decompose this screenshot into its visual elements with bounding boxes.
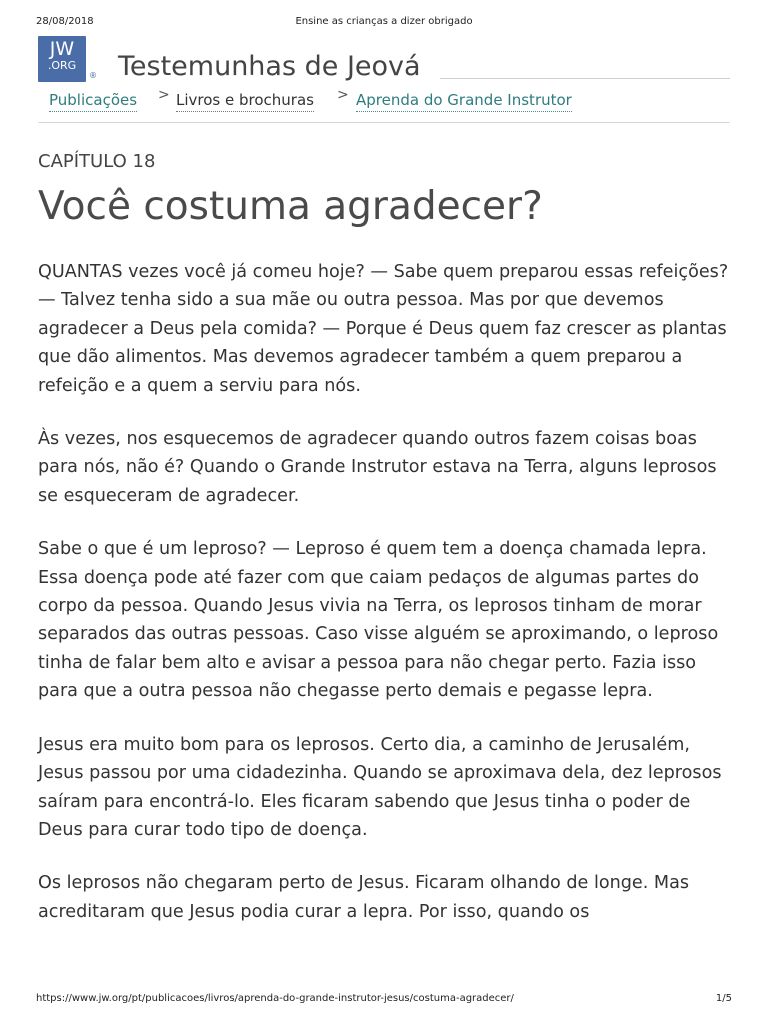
article-paragraph: Os leprosos não chegaram perto de Jesus. Ficaram olhando de longe. Mas acreditaram que Jesus podia curar a lepra. Por isso, quando os bbox=[38, 873, 690, 922]
breadcrumb-aprenda-do-grande-instrutor[interactable]: Aprenda do Grande Instrutor bbox=[356, 90, 572, 112]
site-name[interactable]: Testemunhas de Jeová bbox=[118, 51, 421, 82]
chapter-label: CAPÍTULO 18 bbox=[38, 151, 156, 172]
registered-mark: ® bbox=[89, 71, 97, 80]
breadcrumb-separator: > bbox=[337, 87, 349, 103]
page-number: 1/5 bbox=[715, 993, 732, 1004]
print-url: https://www.jw.org/pt/publicacoes/livros/aprenda-do-grande-instrutor-jesus/costuma-agradecer/ bbox=[36, 993, 514, 1004]
logo-line1: JW bbox=[49, 38, 75, 60]
article-paragraph: QUANTAS vezes você já comeu hoje? — Sabe quem preparou essas refeições? — Talvez tenha sido a sua mãe ou outra pessoa. Mas por que devemos agradecer a Deus pela comida? — Porque é Deus quem faz crescer as plantas que dão alimentos. Mas devemos agradecer também a quem preparou a refeição e a quem a serviu para nós. bbox=[38, 262, 729, 396]
article-paragraph: Jesus era muito bom para os leprosos. Certo dia, a caminho de Jerusalém, Jesus passou por uma cidadezinha. Quando se aproximava dela, dez leprosos saíram para encontrá-lo. Eles ficaram sabendo que Jesus tinha o poder de Deus para curar todo tipo de doença. bbox=[38, 734, 722, 840]
jw-org-logo[interactable] bbox=[38, 36, 86, 82]
print-doc-title: Ensine as crianças a dizer obrigado bbox=[295, 16, 473, 27]
logo-line2: .ORG bbox=[47, 59, 77, 72]
header-divider bbox=[440, 78, 730, 79]
page-title: Você costuma agradecer? bbox=[38, 184, 543, 229]
breadcrumb-publicacoes[interactable]: Publicações bbox=[49, 90, 137, 112]
breadcrumb-separator: > bbox=[158, 87, 170, 103]
breadcrumb-livros-e-brochuras[interactable]: Livros e brochuras bbox=[176, 90, 314, 112]
print-date: 28/08/2018 bbox=[36, 16, 94, 27]
print-header bbox=[36, 16, 732, 30]
article-paragraph: Sabe o que é um leproso? — Leproso é quem tem a doença chamada lepra. Essa doença pode até fazer com que caiam pedaços de algumas partes do corpo da pessoa. Quando Jesus vivia na Terra, os leprosos tinham de morar separados das outras pessoas. Caso visse alguém se aproximando, o leproso tinha de falar bem alto e avisar a pessoa para não chegar perto. Fazia isso para que a outra pessoa não chegasse perto demais e pegasse lepra. bbox=[38, 539, 719, 702]
article-body bbox=[38, 258, 738, 951]
article-paragraph: Às vezes, nos esquecemos de agradecer quando outros fazem coisas boas para nós, não é? Quando o Grande Instrutor estava na Terra, alguns leprosos se esqueceram de agradecer. bbox=[38, 429, 717, 506]
site-header bbox=[38, 36, 730, 86]
print-footer bbox=[36, 993, 732, 1007]
content-divider bbox=[38, 122, 730, 123]
